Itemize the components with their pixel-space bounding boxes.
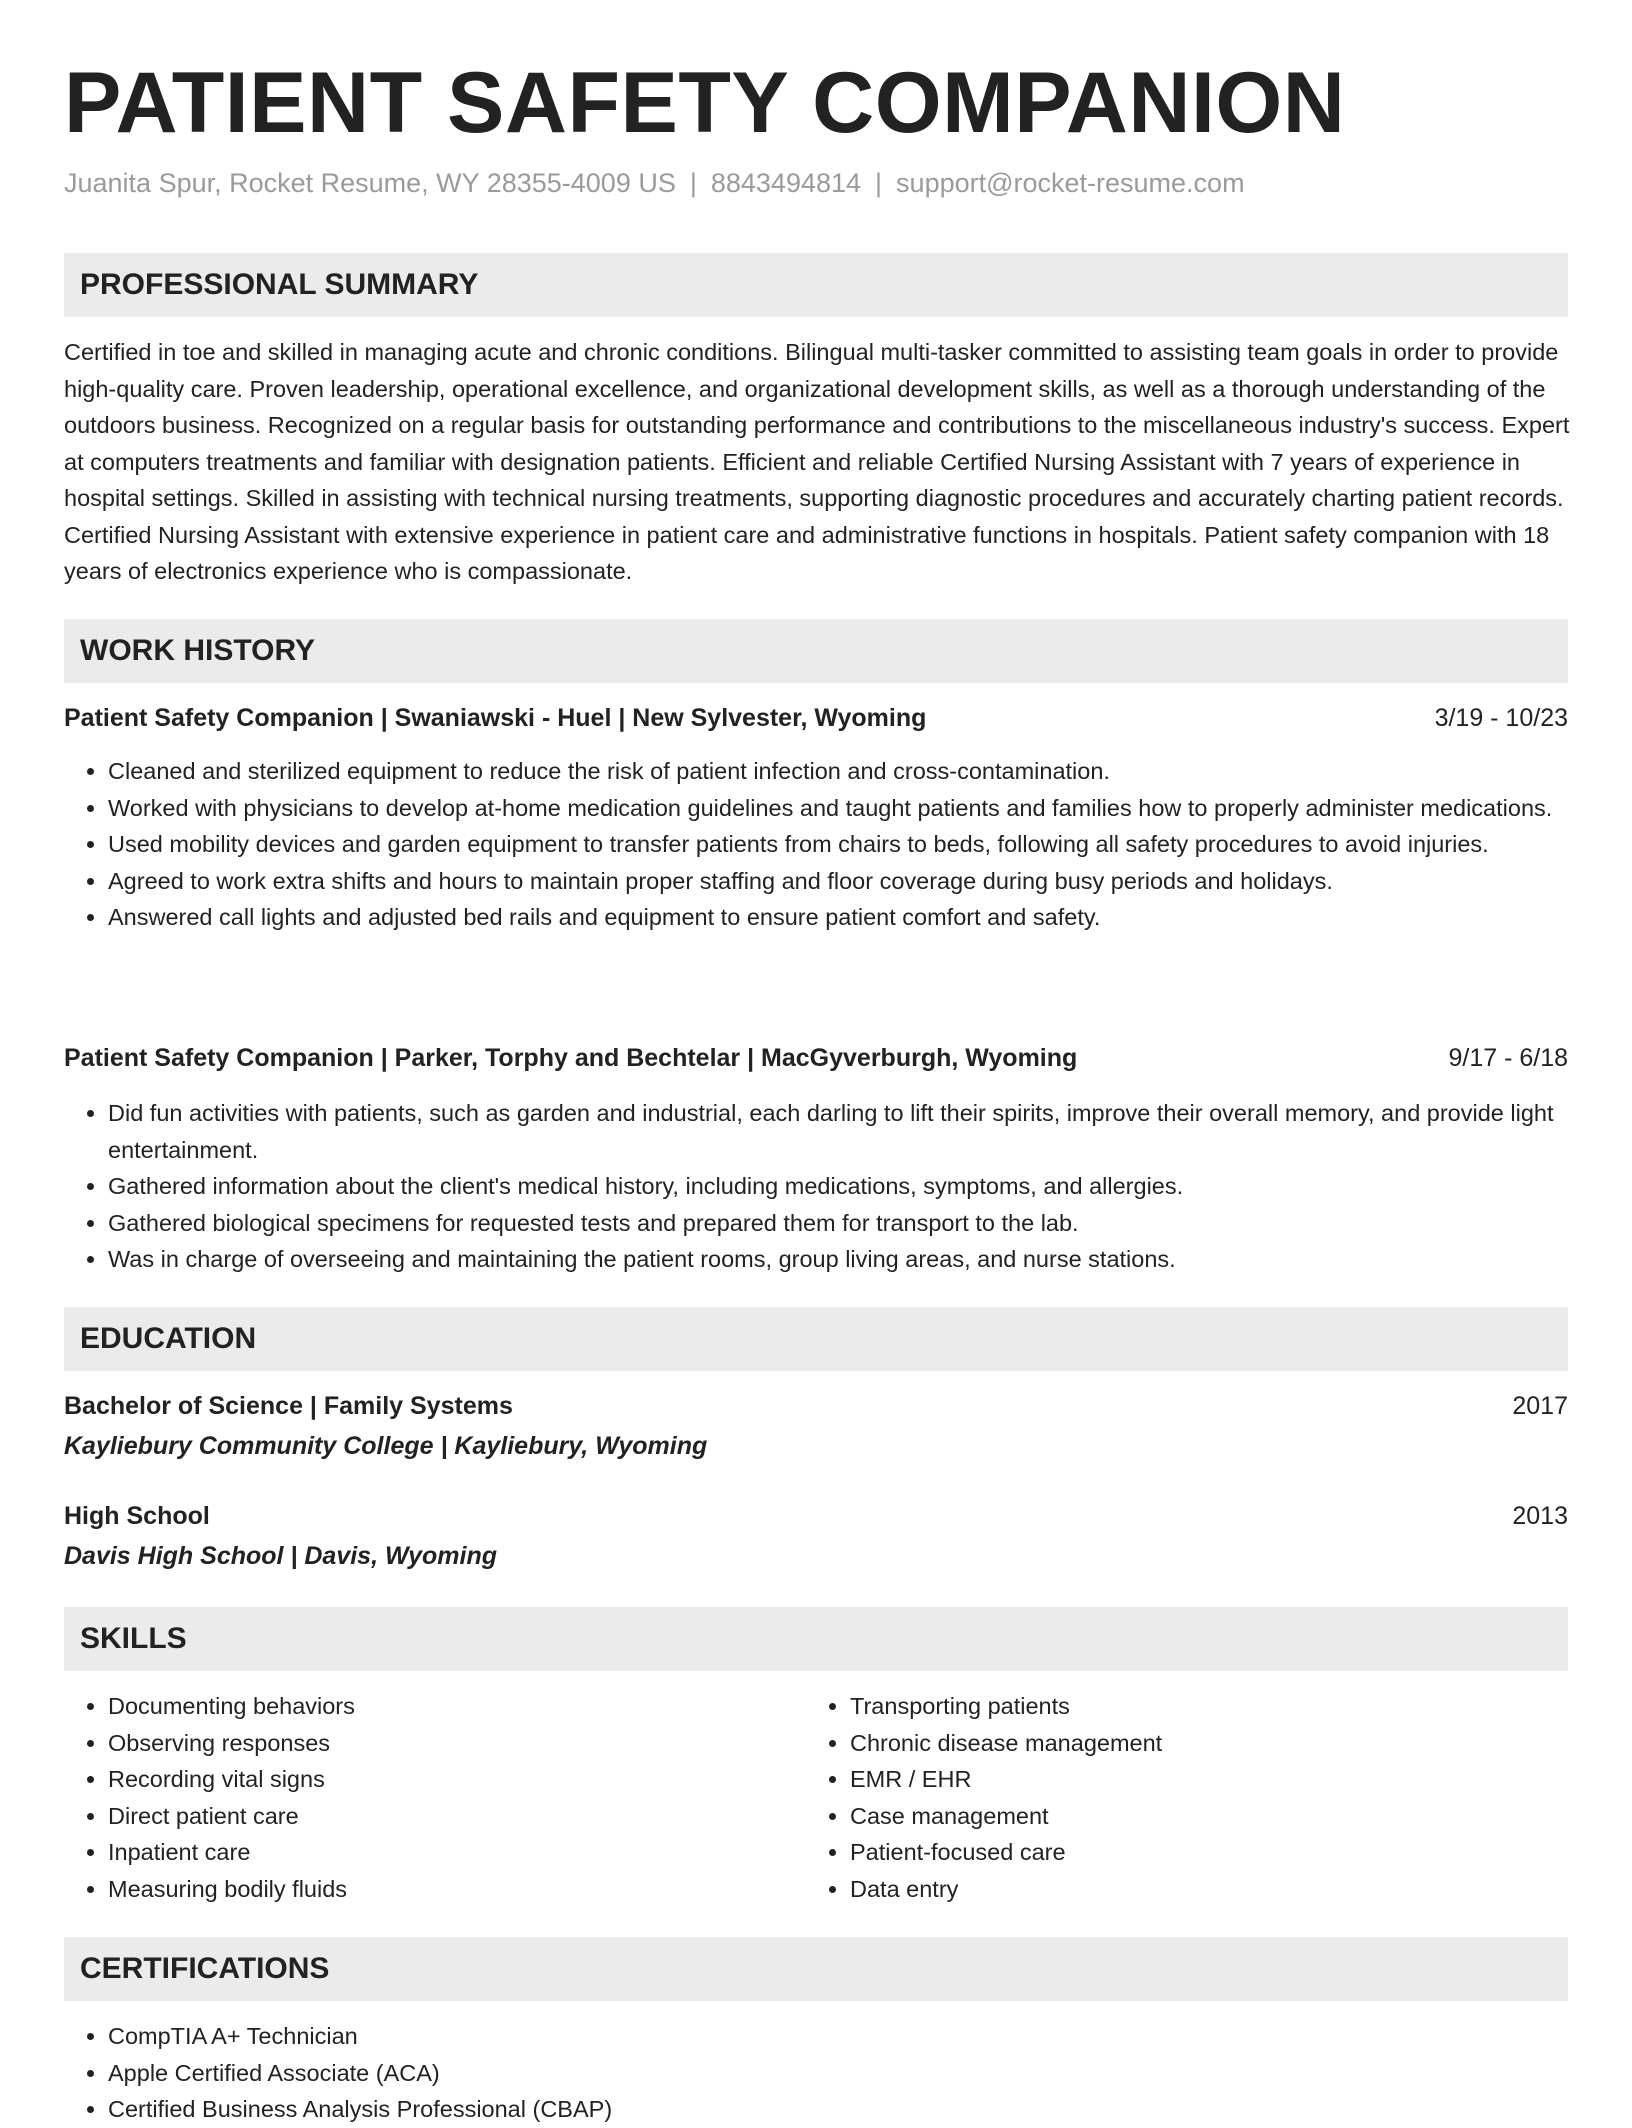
education-header bbox=[64, 1498, 1568, 1534]
list-item: • Gathered biological specimens for requested tests and prepared them for transport to the lab. bbox=[108, 1205, 1558, 1242]
list-item: • Recording vital signs bbox=[108, 1761, 808, 1798]
job-bullets bbox=[64, 1095, 1558, 1278]
section-title: CERTIFICATIONS bbox=[80, 1952, 330, 1985]
job-bullets bbox=[64, 753, 1558, 936]
list-item: • Patient-focused care bbox=[850, 1834, 1550, 1871]
contact-email: support@rocket-resume.com bbox=[896, 168, 1245, 198]
job-title: Patient Safety Companion | Parker, Torphy and Bechtelar | MacGyverburgh, Wyoming bbox=[64, 1044, 1078, 1072]
list-item: • Data entry bbox=[850, 1871, 1550, 1908]
list-item: • Did fun activities with patients, such as garden and industrial, each darling to lift their spirits, improve their overall memory, and provide light entertainment. bbox=[108, 1095, 1558, 1168]
job-header bbox=[64, 1040, 1568, 1076]
contact-separator: | bbox=[875, 168, 883, 198]
education-year: 2013 bbox=[1512, 1502, 1568, 1530]
summary-text: Certified in toe and skilled in managing acute and chronic conditions. Bilingual multi-tasker committed to assisting team goals in order to provide high-quality care. Proven leadership, operational excellence, and organizational development skills, as well as a thorough understanding of the outdoors business. Recognized on a regular basis for outstanding performance and contributions to the miscellaneous industry's success. Expert at computers treatments and familiar with designation patients. Efficient and reliable Certified Nursing Assistant with 7 years of experience in hospital settings. Skilled in assisting with technical nursing treatments, supporting diagnostic procedures and accurately charting patient records. Certified Nursing Assistant with extensive experience in patient care and administrative functions in hospitals. Patient safety companion with 18 years of electronics experience who is compassionate. bbox=[64, 339, 1570, 584]
section-header-summary bbox=[64, 253, 1568, 317]
contact-line bbox=[64, 166, 1245, 201]
section-header-education bbox=[64, 1307, 1568, 1371]
certifications-list bbox=[64, 2018, 1558, 2128]
list-item: • Answered call lights and adjusted bed rails and equipment to ensure patient comfort and safety. bbox=[108, 899, 1558, 936]
list-item: • Chronic disease management bbox=[850, 1725, 1550, 1762]
job-dates: 9/17 - 6/18 bbox=[1448, 1044, 1568, 1072]
list-item: • Certified Business Analysis Professional (CBAP) bbox=[108, 2091, 1558, 2128]
section-header-skills bbox=[64, 1607, 1568, 1671]
section-header-certifications bbox=[64, 1937, 1568, 2001]
contact-address: Juanita Spur, Rocket Resume, WY 28355-4009 US bbox=[64, 168, 676, 198]
list-item: • Used mobility devices and garden equipment to transfer patients from chairs to beds, following all safety procedures to avoid injuries. bbox=[108, 826, 1558, 863]
list-item: • Cleaned and sterilized equipment to reduce the risk of patient infection and cross-contamination. bbox=[108, 753, 1558, 790]
section-title: EDUCATION bbox=[80, 1322, 257, 1355]
education-degree: High School bbox=[64, 1502, 210, 1530]
list-item: • Direct patient care bbox=[108, 1798, 808, 1835]
section-title: WORK HISTORY bbox=[80, 634, 316, 667]
job-header bbox=[64, 700, 1568, 736]
list-item: • Gathered information about the client's medical history, including medications, symptoms, and allergies. bbox=[108, 1168, 1558, 1205]
contact-phone: 8843494814 bbox=[710, 168, 862, 198]
list-item: • Case management bbox=[850, 1798, 1550, 1835]
list-item: • Worked with physicians to develop at-home medication guidelines and taught patients and families how to properly administer medications. bbox=[108, 790, 1558, 827]
list-item: • EMR / EHR bbox=[850, 1761, 1550, 1798]
list-item: • CompTIA A+ Technician bbox=[108, 2018, 1558, 2055]
list-item: • Transporting patients bbox=[850, 1688, 1550, 1725]
skills-list-right bbox=[806, 1688, 1550, 1907]
section-title: SKILLS bbox=[80, 1622, 187, 1655]
list-item: • Was in charge of overseeing and maintaining the patient rooms, group living areas, and nurse stations. bbox=[108, 1241, 1558, 1278]
contact-separator: | bbox=[689, 168, 697, 198]
list-item: • Measuring bodily fluids bbox=[108, 1871, 808, 1908]
education-degree: Bachelor of Science | Family Systems bbox=[64, 1392, 513, 1420]
resume-title: PATIENT SAFETY COMPANION bbox=[64, 55, 1346, 151]
section-title: PROFESSIONAL SUMMARY bbox=[80, 268, 479, 301]
education-header bbox=[64, 1388, 1568, 1424]
list-item: • Observing responses bbox=[108, 1725, 808, 1762]
job-title: Patient Safety Companion | Swaniawski - Huel | New Sylvester, Wyoming bbox=[64, 704, 927, 732]
list-item: • Agreed to work extra shifts and hours to maintain proper staffing and floor coverage during busy periods and holidays. bbox=[108, 863, 1558, 900]
job-dates: 3/19 - 10/23 bbox=[1434, 704, 1568, 732]
section-header-work bbox=[64, 619, 1568, 683]
education-year: 2017 bbox=[1512, 1392, 1568, 1420]
skills-list-left bbox=[64, 1688, 808, 1907]
education-school: Kayliebury Community College | Kayliebury, Wyoming bbox=[64, 1432, 708, 1460]
education-school: Davis High School | Davis, Wyoming bbox=[64, 1542, 498, 1570]
list-item: • Documenting behaviors bbox=[108, 1688, 808, 1725]
list-item: • Apple Certified Associate (ACA) bbox=[108, 2055, 1558, 2092]
list-item: • Inpatient care bbox=[108, 1834, 808, 1871]
